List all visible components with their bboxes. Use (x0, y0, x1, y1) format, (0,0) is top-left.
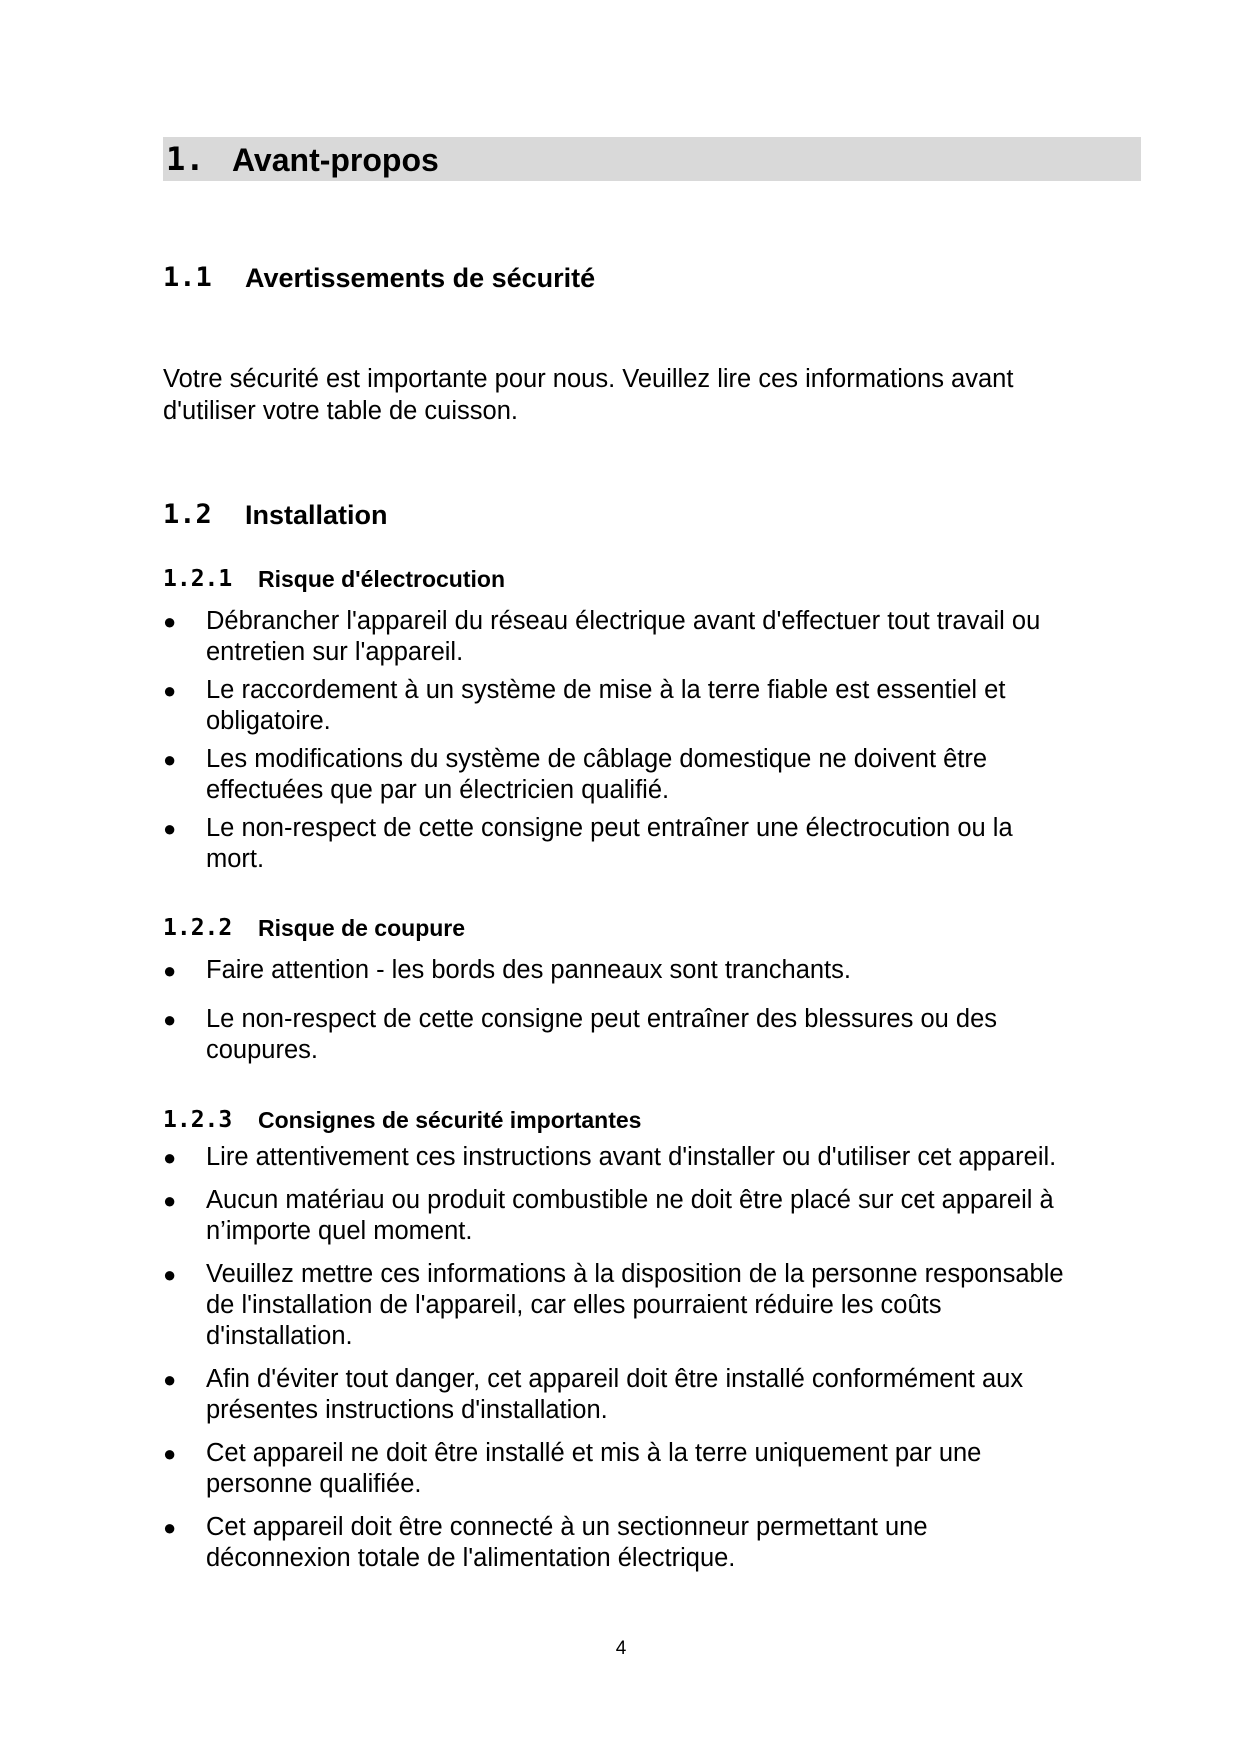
page-number: 4 (615, 1638, 627, 1659)
bullet-icon: ● (163, 678, 177, 703)
list-item-text: Aucun matériau ou produit combustible ne doit être placé sur cet appareil à n’importe quel moment. (206, 1186, 1054, 1245)
list-item-text: Afin d'éviter tout danger, cet appareil doit être installé conformément aux présentes instructions d'installation. (206, 1365, 1024, 1424)
bullet-icon: ● (163, 747, 177, 772)
list-item-text: Cet appareil doit être connecté à un sectionneur permettant une déconnexion totale de l'alimentation électrique. (206, 1513, 928, 1572)
chapter-title: Avant-propos (232, 142, 439, 178)
bullet-icon: ● (163, 816, 177, 841)
subsection-title: Consignes de sécurité importantes (258, 1107, 642, 1133)
bullet-list-coupure (163, 955, 1068, 1066)
list-item (163, 1004, 1068, 1066)
list-item (163, 1364, 1068, 1426)
bullet-icon: ● (163, 1007, 177, 1032)
list-item-text: Lire attentivement ces instructions avant d'installer ou d'utiliser cet appareil. (206, 1143, 1057, 1171)
bullet-icon: ● (163, 1188, 177, 1213)
list-item (163, 813, 1068, 875)
list-item-text: Le non-respect de cette consigne peut entraîner des blessures ou des coupures. (206, 1005, 998, 1064)
list-item-text: Faire attention - les bords des panneaux sont tranchants. (206, 956, 851, 984)
list-item (163, 1512, 1068, 1574)
bullet-icon: ● (163, 609, 177, 634)
subsection-number: 1.2.1 (163, 566, 233, 592)
section-number: 1.2 (163, 499, 212, 530)
bullet-icon: ● (163, 958, 177, 983)
bullet-icon: ● (163, 1441, 177, 1466)
list-item (163, 744, 1068, 806)
bullet-list-consignes (163, 1142, 1068, 1574)
chapter-number: 1. (166, 140, 205, 178)
intro-paragraph: Votre sécurité est importante pour nous. Veuillez lire ces informations avant d'utiliser votre table de cuisson. (163, 365, 1014, 425)
list-item-text: Le raccordement à un système de mise à la terre fiable est essentiel et obligatoire. (206, 676, 1006, 735)
list-item-text: Cet appareil ne doit être installé et mis à la terre uniquement par une personne qualifiée. (206, 1439, 982, 1498)
list-item (163, 1259, 1068, 1352)
list-item-text: Les modifications du système de câblage domestique ne doivent être effectuées que par un électricien qualifié. (206, 745, 988, 804)
list-item (163, 1142, 1068, 1173)
list-item (163, 1185, 1068, 1247)
list-item-text: Veuillez mettre ces informations à la disposition de la personne responsable de l'installation de l'appareil, car elles pourraient réduire les coûts d'installation. (206, 1260, 1064, 1350)
subsection-number: 1.2.3 (163, 1107, 233, 1133)
subsection-title: Risque d'électrocution (258, 566, 506, 592)
section-number: 1.1 (163, 262, 212, 293)
list-item (163, 955, 1068, 986)
section-title: Avertissements de sécurité (245, 263, 596, 293)
subsection-number: 1.2.2 (163, 915, 233, 941)
bullet-icon: ● (163, 1515, 177, 1540)
bullet-icon: ● (163, 1367, 177, 1392)
bullet-list-electrocution (163, 606, 1068, 875)
list-item (163, 606, 1068, 668)
bullet-icon: ● (163, 1145, 177, 1170)
list-item-text: Débrancher l'appareil du réseau électrique avant d'effectuer tout travail ou entretien sur l'appareil. (206, 607, 1041, 666)
section-title: Installation (245, 500, 388, 530)
list-item (163, 675, 1068, 737)
bullet-icon: ● (163, 1262, 177, 1287)
subsection-title: Risque de coupure (258, 915, 466, 941)
list-item-text: Le non-respect de cette consigne peut entraîner une électrocution ou la mort. (206, 814, 1013, 873)
list-item (163, 1438, 1068, 1500)
